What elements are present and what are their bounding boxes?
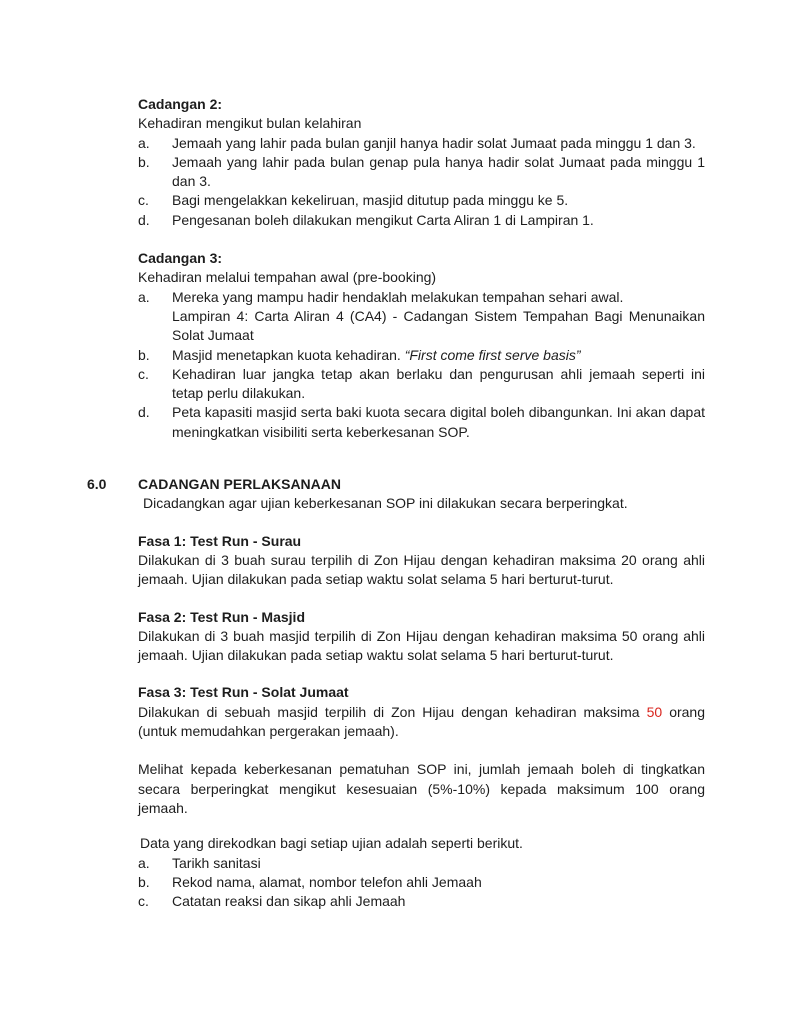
- section-6-heading-row: [87, 475, 705, 494]
- list-item-text: [172, 288, 705, 346]
- cadangan-2-heading: Cadangan 2:: [138, 96, 223, 112]
- list-item: [138, 134, 705, 153]
- list-item: [138, 288, 705, 346]
- data-recorded-intro: Data yang direkodkan bagi setiap ujian adalah seperti berikut.: [140, 835, 523, 852]
- list-item-text: Jemaah yang lahir pada bulan genap pula hanya hadir solat Jumaat pada minggu 1 dan 3.: [172, 153, 705, 190]
- list-item-text: Catatan reaksi dan sikap ahli Jemaah: [172, 893, 406, 910]
- cadangan-3-heading: Cadangan 3:: [138, 250, 223, 267]
- section-cadangan-3: [138, 249, 705, 442]
- list-marker: b.: [138, 346, 150, 363]
- list-marker: c.: [138, 192, 149, 209]
- fasa-3-block: [138, 683, 705, 741]
- cadangan-3-intro: Kehadiran melalui tempahan awal (pre-booking): [138, 269, 437, 286]
- list-item-text: Kehadiran luar jangka tetap akan berlaku dan pengurusan ahli jemaah seperti ini tetap perlu dilakukan.: [172, 365, 705, 402]
- list-item-text: Jemaah yang lahir pada bulan ganjil hanya hadir solat Jumaat pada minggu 1 dan 3.: [172, 134, 696, 151]
- fasa-3-body-suffix: orang (untuk memudahkan pergerakan jemaah).: [138, 703, 706, 740]
- list-item-main-text: Mereka yang mampu hadir hendaklah melakukan tempahan sehari awal.: [172, 288, 624, 305]
- list-item: [138, 365, 705, 404]
- list-marker: d.: [138, 211, 150, 228]
- list-marker: a.: [138, 134, 150, 151]
- highlighted-number: 50: [646, 703, 663, 720]
- list-marker: d.: [138, 404, 150, 421]
- fasa-3-body: [138, 703, 705, 742]
- list-item-text: Tarikh sanitasi: [172, 854, 261, 871]
- list-marker: a.: [138, 854, 150, 871]
- cadangan-2-intro: Kehadiran mengikut bulan kelahiran: [138, 115, 362, 132]
- list-marker: a.: [138, 288, 150, 305]
- section-cadangan-2: [138, 95, 705, 230]
- list-item-text: Pengesanan boleh dilakukan mengikut Carta Aliran 1 di Lampiran 1.: [172, 211, 594, 228]
- fasa-1-heading: Fasa 1: Test Run - Surau: [138, 532, 302, 549]
- section-title: CADANGAN PERLAKSANAAN: [138, 476, 341, 493]
- list-item: [138, 191, 705, 210]
- fasa-2-body: Dilakukan di 3 buah masjid terpilih di Zon Hijau dengan kehadiran maksima 50 orang ahli jemaah. Ujian dilakukan pada setiap waktu solat selama 5 hari berturut-turut.: [138, 627, 705, 664]
- fasa-2-block: [138, 608, 705, 666]
- list-item: [138, 892, 705, 911]
- fasa-3-heading: Fasa 3: Test Run - Solat Jumaat: [138, 684, 349, 701]
- fasa-3-body-prefix: Dilakukan di sebuah masjid terpilih di Zon Hijau dengan kehadiran maksima: [138, 703, 647, 720]
- fasa-2-heading: Fasa 2: Test Run - Masjid: [138, 608, 305, 625]
- list-item-text: Rekod nama, alamat, nombor telefon ahli Jemaah: [172, 873, 482, 890]
- list-item-text: [172, 346, 705, 365]
- list-item-text: Bagi mengelakkan kekeliruan, masjid ditutup pada minggu ke 5.: [172, 192, 569, 209]
- list-item-subtext: Lampiran 4: Carta Aliran 4 (CA4) - Cadangan Sistem Tempahan Bagi Menunaikan Solat Jumaat: [172, 307, 705, 344]
- fasa-1-block: [138, 532, 705, 590]
- list-item: [138, 346, 705, 365]
- list-item-text: Peta kapasiti masjid serta baki kuota secara digital boleh dibangunkan. Ini akan dapat meningkatkan visibiliti serta keberkesanan SOP.: [172, 404, 705, 440]
- list-marker: b.: [138, 153, 150, 170]
- paragraph-melihat: Melihat kepada keberkesanan pematuhan SOP ini, jumlah jemaah boleh di tingkatkan secara berperingkat mengikut kesesuaian (5%-10%) kepada maksimum 100 orang jemaah.: [138, 761, 705, 816]
- quota-text: Masjid menetapkan kuota kehadiran.: [172, 346, 405, 363]
- list-marker: b.: [138, 873, 150, 890]
- list-marker: c.: [138, 893, 149, 910]
- section-number: 6.0: [87, 476, 107, 493]
- list-item: [138, 854, 705, 873]
- list-item: [138, 211, 705, 230]
- section-6-cadangan-perlaksanaan: [87, 475, 706, 911]
- list-item: [138, 403, 705, 442]
- list-item: [138, 153, 705, 192]
- list-marker: c.: [138, 365, 149, 382]
- section-6-intro: Dicadangkan agar ujian keberkesanan SOP ini dilakukan secara berperingkat.: [143, 495, 628, 512]
- list-item: [138, 873, 705, 892]
- quoted-phrase: “First come first serve basis”: [404, 346, 581, 363]
- fasa-1-body: Dilakukan di 3 buah surau terpilih di Zon Hijau dengan kehadiran maksima 20 orang ahli jemaah. Ujian dilakukan pada setiap waktu solat selama 5 hari berturut-turut.: [138, 551, 705, 588]
